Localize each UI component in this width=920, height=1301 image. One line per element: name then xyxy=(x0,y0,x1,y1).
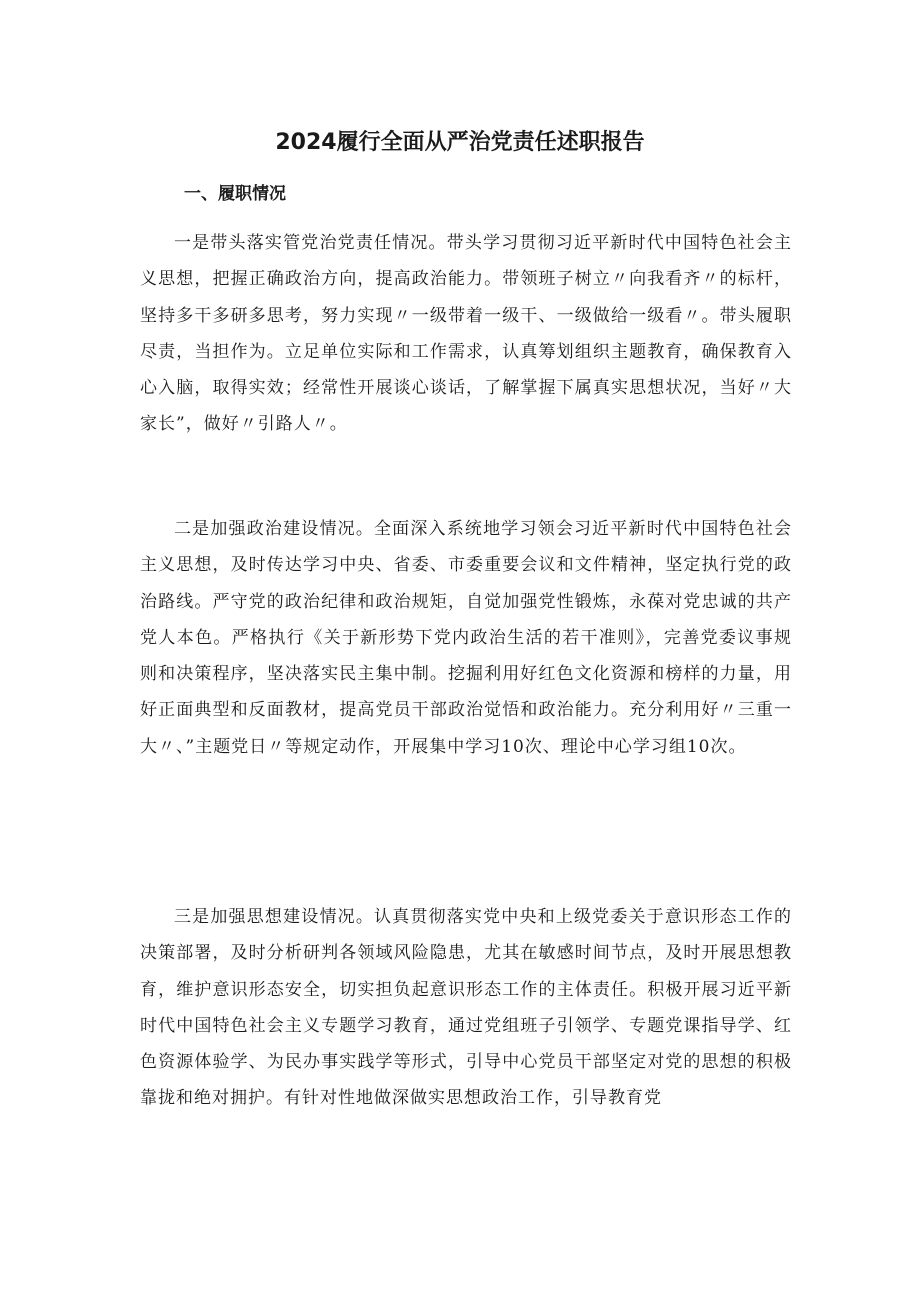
paragraph-1: 一是带头落实管党治党责任情况。带头学习贯彻习近平新时代中国特色社会主义思想，把握正确政治方向，提高政治能力。带领班子树立〃向我看齐〃的标杆，坚持多干多研多思考，努力实现〃一级带着一级干、一级做给一级看〃。带头履职尽责，当担作为。立足单位实际和工作需求，认真筹划组织主题教育，确保教育入心入脑，取得实效；经常性开展谈心谈话，了解掌握下属真实思想状况，当好〃大家长”，做好〃引路人〃。 xyxy=(140,233,792,435)
paragraph-3: 三是加强思想建设情况。认真贯彻落实党中央和上级党委关于意识形态工作的决策部署，及时分析研判各领域风险隐患，尤其在敏感时间节点，及时开展思想教育，维护意识形态安全，切实担负起意识形态工作的主体责任。积极开展习近平新时代中国特色社会主义专题学习教育，通过党组班子引领学、专题党课指导学、红色资源体验学、为民办事实践学等形式，引导中心党员干部坚定对党的思想的积极靠拢和绝对拥护。有针对性地做深做实思想政治工作，引导教育党 xyxy=(140,907,792,1109)
document-title: 2024履行全面从严治党责任述职报告 xyxy=(275,130,645,155)
section-heading: 一、履职情况 xyxy=(184,184,286,204)
paragraph-2: 二是加强政治建设情况。全面深入系统地学习领会习近平新时代中国特色社会主义思想，及时传达学习中央、省委、市委重要会议和文件精神，坚定执行党的政治路线。严守党的政治纪律和政治规矩，自觉加强党性锻炼，永葆对党忠诚的共产党人本色。严格执行《关于新形势下党内政治生活的若干准则》，完善党委议事规则和决策程序，坚决落实民主集中制。挖掘利用好红色文化资源和榜样的力量，用好正面典型和反面教材，提高党员干部政治觉悟和政治能力。充分利用好〃三重一大〃、”主题党日〃等规定动作，开展集中学习10次、理论中心学习组10次。 xyxy=(140,519,792,757)
